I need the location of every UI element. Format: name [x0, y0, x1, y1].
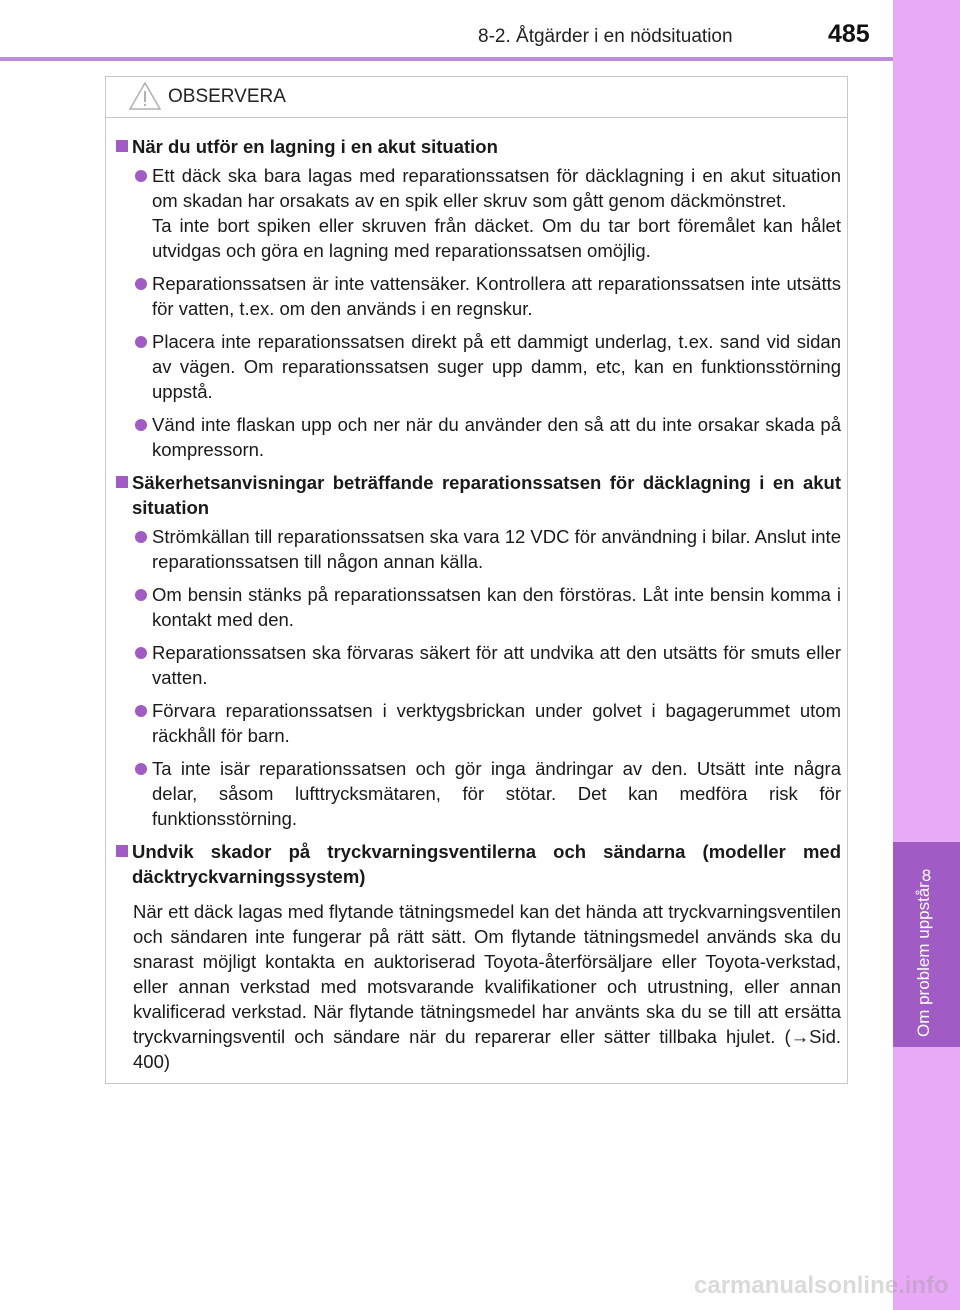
round-bullet-icon [135, 170, 147, 182]
list-item [114, 524, 841, 574]
chapter-tab[interactable] [893, 842, 960, 1047]
round-bullet-icon [135, 419, 147, 431]
section-paragraph: När ett däck lagas med flytande tätningsmedel kan det hända att tryckvarningsventilen och sändaren inte fungerar på rätt sätt. Om flytande tätningsmedel används ska du snarast möjligt kontakta en auktoriserad Toyota-återförsäljare eller Toyota-verkstad, eller annan verkstad med motsvarande kvalifikationer och utrustning, eller annan kvalificerad verkstad. När flytande tätningsmedel har använts ska du se till att ersätta tryckvarningsventil och sändare när du reparerar eller sätter tillbaka hjulet. (→Sid. 400) [133, 901, 841, 1072]
section-heading-text: Säkerhetsanvisningar beträffande reparationssatsen för däcklagning i en akut situation [132, 472, 841, 518]
list-item-text: Placera inte reparationssatsen direkt på ett dammigt underlag, t.ex. sand vid sidan av vägen. Om reparationssatsen suger upp damm, etc, kan en funktionsstörning uppstå. [152, 331, 841, 402]
warning-header [106, 77, 847, 118]
page-number: 485 [828, 20, 870, 48]
list-item-text: Ett däck ska bara lagas med reparationssatsen för däcklagning i en akut situation om skadan har orsakats av en spik eller skruv som gått genom däckmönstret. [152, 165, 841, 211]
section-heading [114, 839, 841, 889]
round-bullet-icon [135, 278, 147, 290]
chapter-title: Om problem uppstår [914, 882, 933, 1037]
section-heading-text: När du utför en lagning i en akut situation [132, 136, 498, 157]
watermark: carmanualsonline.info [694, 1272, 949, 1299]
round-bullet-icon [135, 763, 147, 775]
section-title: 8-2. Åtgärder i en nödsituation [478, 26, 733, 47]
list-item-text: Reparationssatsen ska förvaras säkert för att undvika att den utsätts för smuts eller vatten. [152, 642, 841, 688]
round-bullet-icon [135, 589, 147, 601]
warning-triangle-icon [128, 81, 162, 111]
list-item-text: Ta inte bort spiken eller skruven från däcket. Om du tar bort föremålet kan hålet utvidgas och göra en lagning med reparationssatsen omöjlig. [152, 215, 841, 261]
sidebar [893, 0, 960, 1310]
section-heading [114, 470, 841, 520]
list-item [114, 640, 841, 690]
round-bullet-icon [135, 705, 147, 717]
list-item-text: Ta inte isär reparationssatsen och gör inga ändringar av den. Utsätt inte några delar, såsom lufttrycksmätaren, för stötar. Det kan medföra risk för funktionsstörning. [152, 758, 841, 829]
list-item [114, 756, 841, 831]
list-item-text: Vänd inte flaskan upp och ner när du använder den så att du inte orsakar skada på kompressorn. [152, 414, 841, 460]
chapter-number: 8 [921, 866, 932, 885]
section-heading [114, 134, 841, 159]
list-item [114, 698, 841, 748]
warning-body [106, 118, 847, 1074]
list-item-text: Strömkällan till reparationssatsen ska vara 12 VDC för användning i bilar. Anslut inte reparationssatsen till någon annan källa. [152, 526, 841, 572]
list-item [114, 412, 841, 462]
round-bullet-icon [135, 647, 147, 659]
square-bullet-icon [116, 845, 128, 857]
list-item-text: Reparationssatsen är inte vattensäker. Kontrollera att reparationssatsen inte utsätts för vatten, t.ex. om den används i en regnskur. [152, 273, 841, 319]
section-heading-text: Undvik skador på tryckvarningsventilerna och sändarna (modeller med däcktryckvarningssystem) [132, 841, 841, 887]
list-item-text: Om bensin stänks på reparationssatsen kan den förstöras. Låt inte bensin komma i kontakt med den. [152, 584, 841, 630]
list-item-text: Förvara reparationssatsen i verktygsbrickan under golvet i bagagerummet utom räckhåll för barn. [152, 700, 841, 746]
list-item [114, 329, 841, 404]
header-rule [0, 57, 893, 61]
round-bullet-icon [135, 336, 147, 348]
square-bullet-icon [116, 476, 128, 488]
list-item [114, 271, 841, 321]
list-item [114, 163, 841, 263]
round-bullet-icon [135, 531, 147, 543]
list-item [114, 582, 841, 632]
warning-label: OBSERVERA [168, 86, 286, 107]
square-bullet-icon [116, 140, 128, 152]
warning-box [105, 76, 848, 1084]
